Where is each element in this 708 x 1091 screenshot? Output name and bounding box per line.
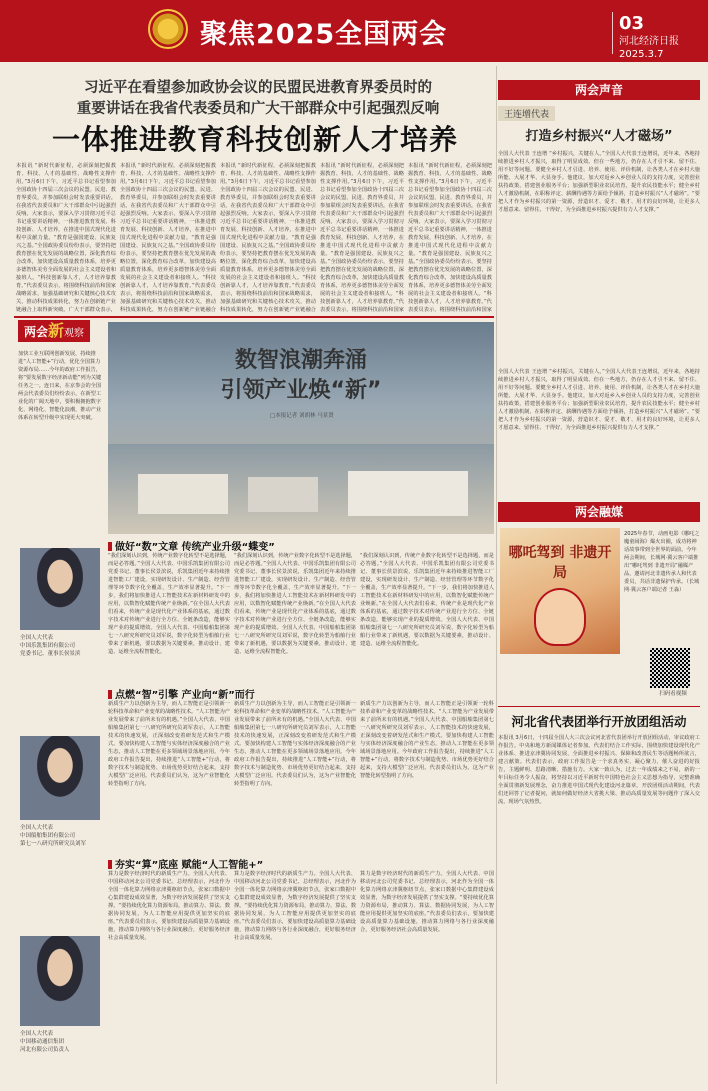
feature-tag-suffix: 观察 <box>64 328 85 339</box>
voices-headline: 打造乡村振兴“人才磁场” <box>525 129 673 144</box>
column-separator <box>496 66 497 1084</box>
feature-headline-line-1: 数智浪潮奔涌 <box>234 348 367 373</box>
open-day-body: 本报讯 3月6日，十四届全国人大三次会议河北省代表团举行开放团组活动，审议政府工作报告。中央和地方新闻媒体记者参加。代表们结合工作实际，围绕加快建设现代化产业体系、推进京津冀协同发展、全面推进乡村振兴、保障和改善民生等话题畅所欲言，建言献策。代表们表示，政府工作报告是一个求真务实、凝心聚力、催人奋进的好报告，主题鲜明、思路清晰、措施有力。大家一致认为，过去一年成绩来之不易，新的一年目标任务令人振奋，将坚持以习近平新时代中国特色社会主义思想为指导，完整准确全面贯彻新发展理念，奋力推进中国式现代化建设河北篇章。开放团组活动期间，代表们还回答了记者提问，就如何做好经济大省挑大梁、推动高质量发展等问题作了深入交流，现场气氛热烈。 <box>498 735 700 805</box>
voices-body-part-2: 全国人大代表 王连增 “乡村振兴，关键在人。”全国人大代表王连增说，近年来，各地持续推进乡村人才振兴，取得了明显成效。但在一些地方，仍存在人才引不来、留不住、用不好等问题。要健全乡村人才引进、培养、使用、评价机制，让各类人才在乡村大施所能、大展才华、大显身手。他建议，加大对返乡入乡创业人员的支持力度，完善创业扶持政策，搭建创业服务平台；加强新型职业农民培育，提升农民技能水平；健全乡村人才激励机制，在职称评定、薪酬待遇等方面给予倾斜，打造乡村振兴“人才磁场”。“要把人才作为乡村振兴的第一资源，营造识才、爱才、敬才、用才的良好环境，让更多人才愿意来、留得住、干得好，为全面推进乡村振兴提供有力人才支撑。” <box>498 369 700 431</box>
lead-body-col-1: 本报讯 “新时代新征程，必须深刻把握教育、科技、人才的基础性、战略性支撑作用。”3月6日下午，习近平总书记看望参加全国政协十四届三次会议的民盟、民进、教育界委员，并参加联组会时发表重要讲话。在我省代表委员和广大干部群众中引起强烈反响。大家表示，要深入学习贯彻习近平总书记重要讲话精神，一体推进教育发展、科技创新、人才培养，在推进中国式现代化进程中贡献力量。“教育是强国建设、民族复兴之基。”全国政协委员纷纷表示，要坚持把教育摆在优先发展的战略位置，深化教育综合改革，加快建设高质量教育体系，培养更多德智体美劳全面发展的社会主义建设者和接班人。“科技创新靠人才，人才培养靠教育。”代表委员表示，将围绕科技前沿和国家战略需求，加强基础研究和关键核心技术攻关，推动科技成果转化，努力在创新链产业链融合上取得新突破。广大干部群众表示， <box>16 163 116 312</box>
portrait-2-caption-line-3: 第七一八研究所研究员刘军 <box>20 841 87 847</box>
page-number: 03 <box>619 13 645 34</box>
portrait-2 <box>20 736 100 820</box>
section-2-body-col-2: 新质生产力以创新为主导，而人工智能正是引领新一轮科技革命和产业变革的战略性技术。“人工智能为产业发展带来了前所未有的机遇。”全国人大代表、中国船舶集团第七一八研究所研究员刘军表示，人工智能技术的快速发展，正深刻改变着研发范式和生产模式。要加快构建人工智能与实体经济深度融合的产业生态，推动人工智能在更多领域场景落地应用。今年政府工作报告提出，持续推进“人工智能+”行动，将数字技术与制造优势、市场优势更好结合起来，支持大模型广泛应用。代表委员们认为，这为产业智能化转型指明了方向。 <box>234 701 356 787</box>
feature-headline-line-2: 引领产业焕“新” <box>220 378 382 403</box>
issue-date: 2025.3.7 <box>619 49 664 61</box>
portrait-3-caption <box>20 1030 104 1054</box>
section-1-body-col-3: “我们深刻认识到，传统产业数字化转型不是选择题，而是必答题。”全国人大代表、中国乐凯集团有限公司党委书记、董事长侯景滨说，乐凯集团近年来持续推进智能工厂建设，实现研发设计、生产制造、经营管理等环节数字化全覆盖，生产效率显著提升。“下一步，我们将加快推进人工智能技术在新材料研发中的应用，以数智化赋能传统产业焕新。”在全国人大代表们看来，传统产业是现代化产业体系的基底，通过数字技术对传统产业进行全方位、全链条改造，能够实现产业的提质增效。全国人大代表、中国船舶集团第七一八研究所研究员刘军说，数字化转型为船舶行业带来了新机遇，要以数据为关键要素，推动设计、建造、运维全流程智能化。 <box>360 553 494 647</box>
lead-body-col-3: 本报讯 “新时代新征程，必须深刻把握教育、科技、人才的基础性、战略性支撑作用。”3月6日下午，习近平总书记看望参加全国政协十四届三次会议的民盟、民进、教育界委员，并参加联组会时发表重要讲话。在我省代表委员和广大干部群众中引起强烈反响。大家表示，要深入学习贯彻习近平总书记重要讲话精神，一体推进教育发展、科技创新、人才培养，在推进中国式现代化进程中贡献力量。“教育是强国建设、民族复兴之基。”全国政协委员纷纷表示，要坚持把教育摆在优先发展的战略位置，深化教育综合改革，加快建设高质量教育体系，培养更多德智体美劳全面发展的社会主义建设者和接班人。“科技创新靠人才，人才培养靠教育。”代表委员表示，将围绕科技前沿和国家战略需求，加强基础研究和关键核心技术攻关，推动科技成果转化，努力在创新链产业链融合 <box>220 163 316 312</box>
open-day-headline: 河北省代表团举行开放团组活动 <box>511 714 687 729</box>
lead-kicker <box>28 78 488 120</box>
voices-tab: 两会声音 <box>498 80 700 100</box>
lead-body-col-4: 本报讯 “新时代新征程，必须深刻把握教育、科技、人才的基础性、战略性支撑作用。”3月6日下午，习近平总书记看望参加全国政协十四届三次会议的民盟、民进、教育界委员，并参加联组会时发表重要讲话。在我省代表委员和广大干部群众中引起强烈反响。大家表示，要深入学习贯彻习近平总书记重要讲话精神，一体推进教育发展、科技创新、人才培养，在推进中国式现代化进程中贡献力量。“教育是强国建设、民族复兴之基。”全国政协委员纷纷表示，要坚持把教育摆在优先发展的战略位置，深化教育综合改革，加快建设高质量教育体系，培养更多德智体美劳全面发展的社会主义建设者和接班人。“科技创新靠人才，人才培养靠教育。”代表委员表示，将围绕科技前沿和国家 <box>320 163 404 312</box>
feature-byline: □本报记者 刘胡林 马景贤 <box>270 413 334 419</box>
voices-body-part-1: 全国人大代表 王连增 “乡村振兴，关键在人。”全国人大代表王连增说，近年来，各地持续推进乡村人才振兴，取得了明显成效。但在一些地方，仍存在人才引不来、留不住、用不好等问题。要健全乡村人才引进、培养、使用、评价机制，让各类人才在乡村大施所能、大展才华、大显身手。他建议，加大对返乡入乡创业人员的支持力度，完善创业扶持政策，搭建创业服务平台；加强新型职业农民培育，提升农民技能水平；健全乡村人才激励机制，在职称评定、薪酬待遇等方面给予倾斜，打造乡村振兴“人才磁场”。“要把人才作为乡村振兴的第一资源，营造识才、爱才、敬才、用才的良好环境，让更多人才愿意来、留得住、干得好，为全面推进乡村振兴提供有力人才支撑。” <box>498 151 700 213</box>
portrait-1-caption <box>20 634 104 658</box>
section-2-title: 点燃“智”引擎 产业向“新”而行 <box>108 686 494 701</box>
kicker-line-1: 习近平在看望参加政协会议的民盟民进教育界委员时的 <box>84 80 432 96</box>
lead-body-col-5: 本报讯 “新时代新征程，必须深刻把握教育、科技、人才的基础性、战略性支撑作用。”3月6日下午，习近平总书记看望参加全国政协十四届三次会议的民盟、民进、教育界委员，并参加联组会时发表重要讲话。在我省代表委员和广大干部群众中引起强烈反响。大家表示，要深入学习贯彻习近平总书记重要讲话精神，一体推进教育发展、科技创新、人才培养，在推进中国式现代化进程中贡献力量。“教育是强国建设、民族复兴之基。”全国政协委员纷纷表示，要坚持把教育摆在优先发展的战略位置，深化教育综合改革，加快建设高质量教育体系，培养更多德智体美劳全面发展的社会主义建设者和接班人。“科技创新靠人才，人才培养靠教育。”代表委员表示，将围绕科技前沿和国家 <box>408 163 492 312</box>
section-1-title: 做好“数”文章 传统产业升级“蝶变” <box>108 538 494 553</box>
feature-intro: 加快工业互联网创新发展，持续推进“人工智能+”行动，优化全国算力资源布局……今年的政府工作报告，将“要发展数字经济新动能”列为关键任务之一。连日来，在京参会的全国两会代表委员们纷纷表示，在新型工业化的广阔天地中，要积极拥抱数字化、网络化、智能化浪潮，推动产业体系在转型升级中实现更大突破。 <box>18 351 102 421</box>
feature-tag-prefix: 两会 <box>24 325 49 339</box>
speaker-tag: 王连增代表 <box>498 106 555 121</box>
open-day-divider <box>498 706 700 707</box>
fusion-poster-title: 哪吒驾到 非遗开局 <box>508 545 612 581</box>
feature-divider <box>14 316 494 318</box>
paper-name: 河北经济日报 <box>619 36 679 48</box>
section-3-body-col-3: 算力是数字经济时代的新质生产力。全国人大代表、中国移动河北公司党委书记、总经理表示，河北作为全国一体化算力网络京津冀枢纽节点，张家口数据中心集群建设成效显著，为数字经济发展提供了坚实支撑。“要持续优化算力资源布局，推动算力、算法、数据协同发展，为人工智能应用提供更加坚实的底座。”代表委员们表示，要加快建设高质量算力基础设施，推动算力网络与各行业深度融合，更好服务经济社会高质量发展。 <box>360 871 494 933</box>
feature-tag <box>18 320 90 342</box>
feature-headline <box>108 346 494 406</box>
fusion-body: 2025年春节，动画电影《哪吒之魔童闹海》爆火出圈，成功将神话故事带到全世界的面前。今年两会期间，长城网·冀云客户端推出“哪吒驾到 非遗开局”融媒产品，邀请河北非遗传承人和代表委员，共话非遗保护传承。（长城网·冀云客户端记者 王淼） <box>624 531 700 593</box>
section-1-body-col-2: “我们深刻认识到，传统产业数字化转型不是选择题，而是必答题。”全国人大代表、中国乐凯集团有限公司党委书记、董事长侯景滨说，乐凯集团近年来持续推进智能工厂建设，实现研发设计、生产制造、经营管理等环节数字化全覆盖，生产效率显著提升。“下一步，我们将加快推进人工智能技术在新材料研发中的应用，以数智化赋能传统产业焕新。”在全国人大代表们看来，传统产业是现代化产业体系的基底，通过数字技术对传统产业进行全方位、全链条改造，能够实现产业的提质增效。全国人大代表、中国船舶集团第七一八研究所研究员刘军说，数字化转型为船舶行业带来了新机遇，要以数据为关键要素，推动设计、建造、运维全流程智能化。 <box>234 553 356 655</box>
section-2-body-col-1: 新质生产力以创新为主导，而人工智能正是引领新一轮科技革命和产业变革的战略性技术。“人工智能为产业发展带来了前所未有的机遇。”全国人大代表、中国船舶集团第七一八研究所研究员刘军表示，人工智能技术的快速发展，正深刻改变着研发范式和生产模式。要加快构建人工智能与实体经济深度融合的产业生态，推动人工智能在更多领域场景落地应用。今年政府工作报告提出，持续推进“人工智能+”行动，将数字技术与制造优势、市场优势更好结合起来，支持大模型广泛应用。代表委员们认为，这为产业智能化转型指明了方向。 <box>108 701 230 787</box>
kicker-line-2: 重要讲话在我省代表委员和广大干部群众中引起强烈反响 <box>76 101 440 118</box>
portrait-1-caption-line-1: 全国人大代表 <box>20 635 54 641</box>
portrait-1 <box>20 548 100 630</box>
portrait-3-caption-line-3: 河北有限公司负责人 <box>20 1047 70 1053</box>
emblem-icon <box>148 9 188 49</box>
portrait-2-caption-line-2: 中国船舶集团有限公司 <box>20 833 76 839</box>
portrait-1-caption-line-2: 中国乐凯集团有限公司 <box>20 643 76 649</box>
section-3-body-col-1: 算力是数字经济时代的新质生产力。全国人大代表、中国移动河北公司党委书记、总经理表示，河北作为全国一体化算力网络京津冀枢纽节点，张家口数据中心集群建设成效显著，为数字经济发展提供了坚实支撑。“要持续优化算力资源布局，推动算力、算法、数据协同发展，为人工智能应用提供更加坚实的底座。”代表委员们表示，要加快建设高质量算力基础设施，推动算力网络与各行业深度融合，更好服务经济社会高质量发展。 <box>108 871 230 941</box>
page-info <box>612 12 698 61</box>
portrait-1-caption-line-3: 党委书记、董事长侯景滨 <box>20 651 81 657</box>
section-1-body-col-1: “我们深刻认识到，传统产业数字化转型不是选择题，而是必答题。”全国人大代表、中国乐凯集团有限公司党委书记、董事长侯景滨说，乐凯集团近年来持续推进智能工厂建设，实现研发设计、生产制造、经营管理等环节数字化全覆盖，生产效率显著提升。“下一步，我们将加快推进人工智能技术在新材料研发中的应用，以数智化赋能传统产业焕新。”在全国人大代表们看来，传统产业是现代化产业体系的基底，通过数字技术对传统产业进行全方位、全链条改造，能够实现产业的提质增效。全国人大代表、中国船舶集团第七一八研究所研究员刘军说，数字化转型为船舶行业带来了新机遇，要以数据为关键要素，推动设计、建造、运维全流程智能化。 <box>108 553 230 655</box>
portrait-3-caption-line-1: 全国人大代表 <box>20 1031 54 1037</box>
header-title: 聚焦2025全国两会 <box>200 19 448 50</box>
qr-code[interactable] <box>650 648 690 688</box>
character-illustration <box>534 588 586 646</box>
section-2-body-col-3: 新质生产力以创新为主导，而人工智能正是引领新一轮科技革命和产业变革的战略性技术。“人工智能为产业发展带来了前所未有的机遇。”全国人大代表、中国船舶集团第七一八研究所研究员刘军表示，人工智能技术的快速发展，正深刻改变着研发范式和生产模式。要加快构建人工智能与实体经济深度融合的产业生态，推动人工智能在更多领域场景落地应用。今年政府工作报告提出，持续推进“人工智能+”行动，将数字技术与制造优势、市场优势更好结合起来，支持大模型广泛应用。代表委员们认为，这为产业智能化转型指明了方向。 <box>360 701 494 779</box>
portrait-2-caption-line-1: 全国人大代表 <box>20 825 54 831</box>
section-3-body-col-2: 算力是数字经济时代的新质生产力。全国人大代表、中国移动河北公司党委书记、总经理表示，河北作为全国一体化算力网络京津冀枢纽节点，张家口数据中心集群建设成效显著，为数字经济发展提供了坚实支撑。“要持续优化算力资源布局，推动算力、算法、数据协同发展，为人工智能应用提供更加坚实的底座。”代表委员们表示，要加快建设高质量算力基础设施，推动算力网络与各行业深度融合，更好服务经济社会高质量发展。 <box>234 871 356 941</box>
feature-tag-highlight: 新 <box>48 321 65 340</box>
qr-caption: 扫码看视频 <box>659 691 687 697</box>
portrait-3 <box>20 936 100 1026</box>
fusion-tab: 两会融媒 <box>498 502 700 522</box>
portrait-3-caption-line-2: 中国移动通信集团 <box>20 1039 65 1045</box>
portrait-2-caption <box>20 824 104 848</box>
voices-section <box>498 64 700 498</box>
section-3-title: 夯实“算”底座 赋能“人工智能+” <box>108 856 494 871</box>
fusion-poster <box>500 528 620 654</box>
lead-body-col-2: 本报讯 “新时代新征程，必须深刻把握教育、科技、人才的基础性、战略性支撑作用。”3月6日下午，习近平总书记看望参加全国政协十四届三次会议的民盟、民进、教育界委员，并参加联组会时发表重要讲话。在我省代表委员和广大干部群众中引起强烈反响。大家表示，要深入学习贯彻习近平总书记重要讲话精神，一体推进教育发展、科技创新、人才培养，在推进中国式现代化进程中贡献力量。“教育是强国建设、民族复兴之基。”全国政协委员纷纷表示，要坚持把教育摆在优先发展的战略位置，深化教育综合改革，加快建设高质量教育体系，培养更多德智体美劳全面发展的社会主义建设者和接班人。“科技创新靠人才，人才培养靠教育。”代表委员表示，将围绕科技前沿和国家战略需求，加强基础研究和关键核心技术攻关，推动科技成果转化，努力在创新链产业链融合 <box>120 163 216 312</box>
lead-headline: 一体推进教育科技创新人才培养 <box>51 123 458 156</box>
